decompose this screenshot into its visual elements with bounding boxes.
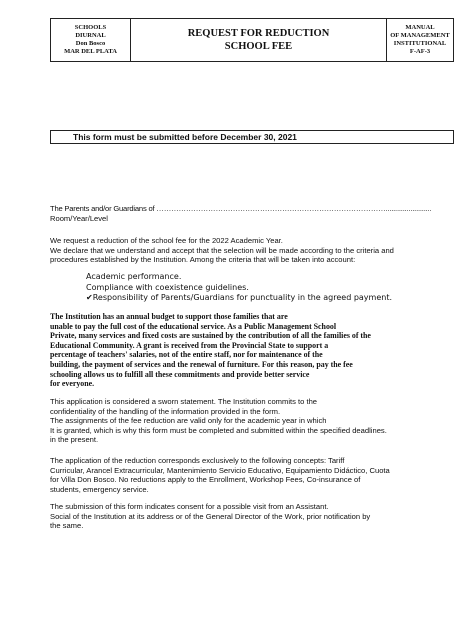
consent-line: Social of the Institution at its address or of the General Director of the Work, prior notification by (50, 511, 371, 521)
school-line: Don Bosco (75, 40, 106, 47)
criteria-item: ✔Responsibility of Parents/Guardians for punctuality in the agreed payment. (86, 293, 392, 303)
budget-line: Private, many services and fixed costs are sustained by the contribution of all the families of the (50, 331, 371, 341)
school-line: MAR DEL PLATA (64, 48, 117, 55)
sworn-line: confidentiality of the handling of the information provided in the form. (50, 406, 281, 416)
criteria-list (86, 272, 456, 304)
intro-paragraph (50, 236, 454, 265)
consent-line: The submission of this form indicates consent for a possible visit from an Assistant. (50, 502, 329, 511)
budget-line: Educational Community. A grant is received from the Provincial State to support a (50, 340, 329, 350)
intro-line: procedures established by the Institution. Among the criteria that will be taken into account: (50, 255, 356, 265)
manual-line: INSTITUTIONAL (393, 40, 447, 47)
manual-code-cell (387, 19, 453, 61)
intro-line: We request a reduction of the school fee for the 2022 Academic Year. (50, 236, 283, 245)
intro-line: We declare that we understand and accept that the selection will be made according to the criteria and (50, 245, 394, 255)
form-title-line2: SCHOOL FEE (224, 41, 293, 52)
room-year-level-label: Room/Year/Level (50, 214, 108, 223)
budget-paragraph (50, 312, 450, 389)
sworn-line: It is granted, which is why this form must be completed and submitted within the specified deadlines. (50, 425, 387, 435)
criteria-item: Compliance with coexistence guidelines. (86, 282, 249, 292)
budget-line: unable to pay the full cost of the educational service. As a Public Management School (50, 321, 337, 331)
application-line: for Villa Don Bosco. No reductions apply to the Enrollment, Workshop Fees, Co-insurance of (50, 475, 361, 485)
consent-paragraph (50, 502, 454, 531)
application-line: The application of the reduction corresponds exclusively to the following concepts: Tariff (50, 456, 345, 465)
deadline-banner: This form must be submitted before December 30, 2021 (50, 130, 454, 144)
school-name-cell (51, 19, 131, 61)
school-line: DIURNAL (75, 32, 106, 39)
application-line: Curricular, Arancel Extracurricular, Mantenimiento Servicio Educativo, Equipamiento Didáctico, Cuota (50, 465, 390, 475)
manual-line: F-AF-3 (409, 48, 431, 55)
application-line: students, emergency service. (50, 484, 149, 494)
manual-line: OF MANAGEMENT (390, 32, 450, 39)
budget-line: for everyone. (50, 379, 95, 389)
application-paragraph (50, 456, 454, 494)
consent-line: the same. (50, 521, 84, 531)
manual-line: MANUAL (405, 24, 435, 31)
criteria-item: Academic performance. (86, 272, 182, 281)
budget-line: The Institution has an annual budget to support those families that are (50, 312, 288, 321)
budget-line: building, the payment of services and the renewal of furniture. For this reason, pay the fee (50, 359, 353, 369)
school-line: SCHOOLS (74, 24, 107, 31)
sworn-line: in the present. (50, 435, 99, 445)
parents-guardians-field[interactable]: The Parents and/or Guardians of …………………………………………………………………………………........................ (50, 204, 432, 213)
form-title-cell (131, 19, 387, 61)
sworn-line: The assignments of the fee reduction are valid only for the academic year in which (50, 416, 327, 426)
sworn-statement-paragraph (50, 397, 454, 445)
form-title-line1: REQUEST FOR REDUCTION (187, 28, 330, 39)
form-header (50, 18, 454, 62)
sworn-line: This application is considered a sworn statement. The Institution commits to the (50, 397, 318, 406)
budget-line: percentage of teachers' salaries, not of the entire staff, nor for maintenance of the (50, 350, 323, 360)
budget-line: schooling allows us to fulfill all these commitments and provide better service (50, 369, 310, 379)
